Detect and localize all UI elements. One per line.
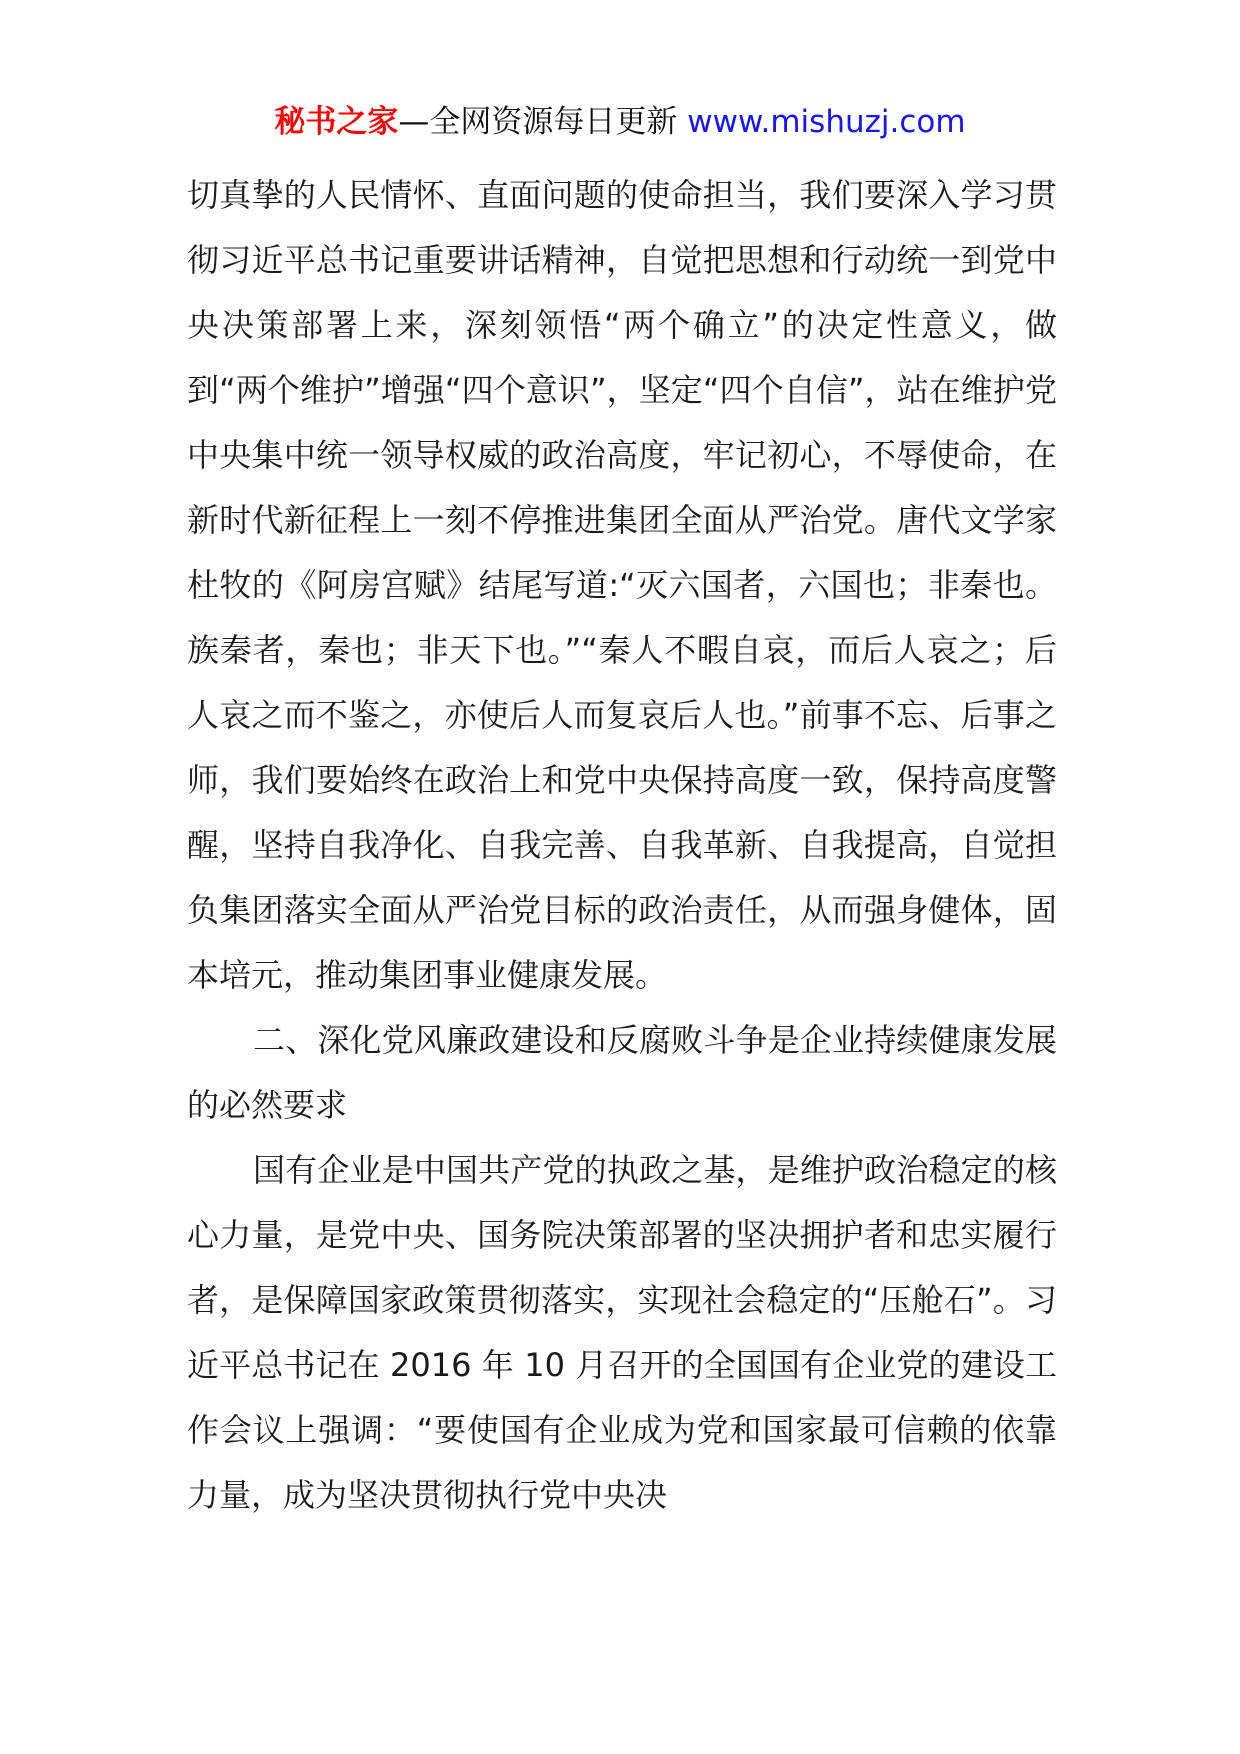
page-header: [0, 100, 1240, 144]
section-heading: 二、深化党风廉政建设和反腐败斗争是企业持续健康发展的必然要求: [187, 1021, 1057, 1124]
document-body: [187, 163, 1057, 1528]
body-paragraph: 国有企业是中国共产党的执政之基，是维护政治稳定的核心力量，是党中央、国务院决策部署的坚决拥护者和忠实履行者，是保障国家政策贯彻落实，实现社会稳定的“压舱石”。习近平总书记在 2016 年 10 月召开的全国国有企业党的建设工作会议上强调：“要使国有企业成为党和国家最可信赖的依靠力量，成为坚决贯彻执行党中央决: [187, 1151, 1057, 1514]
site-tagline: —全网资源每日更新: [398, 104, 688, 140]
site-brand: 秘书之家: [274, 104, 399, 140]
body-paragraph-continued: 切真挚的人民情怀、直面问题的使命担当，我们要深入学习贯彻习近平总书记重要讲话精神，自觉把思想和行动统一到党中央决策部署上来，深刻领悟“两个确立”的决定性意义，做到“两个维护”增强“四个意识”，坚定“四个自信”，站在维护党中央集中统一领导权威的政治高度，牢记初心，不辱使命，在新时代新征程上一刻不停推进集团全面从严治党。唐代文学家杜牧的《阿房宫赋》结尾写道:“灭六国者，六国也；非秦也。族秦者，秦也；非天下也。”“秦人不暇自哀，而后人哀之；后人哀之而不鉴之，亦使后人而复哀后人也。”前事不忘、后事之师，我们要始终在政治上和党中央保持高度一致，保持高度警醒，坚持自我净化、自我完善、自我革新、自我提高，自觉担负集团落实全面从严治党目标的政治责任，从而强身健体，固本培元，推动集团事业健康发展。: [187, 176, 1057, 994]
site-url-link[interactable]: www.mishuzj.com: [687, 104, 966, 140]
